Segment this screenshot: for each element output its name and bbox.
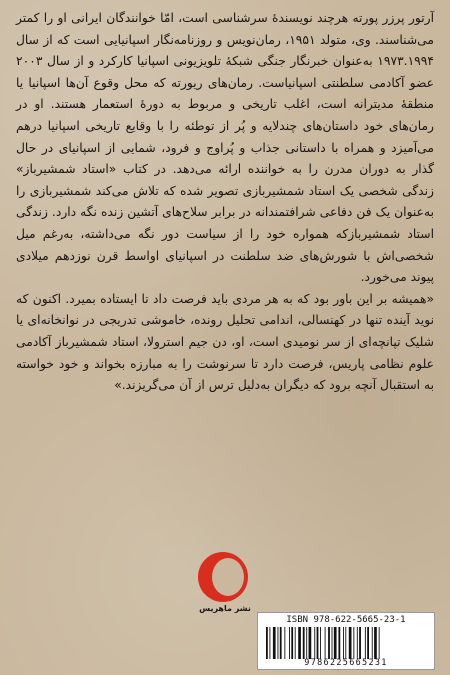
barcode-digits: 9786225665231 <box>304 658 388 668</box>
isbn-barcode <box>257 612 435 670</box>
isbn-label: ISBN 978-622-5665-23-1 <box>286 615 406 625</box>
publisher-name: نشر ماهریس <box>199 604 251 613</box>
crescent-logo-icon <box>198 552 248 602</box>
blurb-text <box>16 8 434 397</box>
author-description-paragraph: آرتور پرزر پورته هرچند نویسندهٔ سرشناسی است، امّا خوانندگان ایرانی او را کمتر می‌شناسند. وی، متولد ۱۹۵۱، رمان‌نویس و روزنامه‌نگار اسپانیایی است که از سال ۱۹۷۳.۱۹۹۴ به‌عنوان خبرنگار جنگی شبکهٔ تلویزیونی اسپانیا کارکرد و از سال ۲۰۰۳ عضو آکادمی سلطنتی اسپانیاست. رمان‌های ریورته که محل وقوع آن‌ها اسپانیا یا منطقهٔ مدیترانه است، اغلب تاریخی و مربوط به دورهٔ استعمار هستند. او در رمان‌های خود داستان‌های چندلایه و پُر از توطئه را با وقایع تاریخی اسپانیا درهم می‌آمیزد و همراه با داستانی جذاب و پُراوج و فرود، شمایی از اسپانیای در حال گذار به دوران مدرن را به خواننده ارائه می‌دهد. در کتاب «استاد شمشیرباز» زندگی شخصی یک استاد شمشیربازی تصویر شده که تلاش می‌کند شمشیربازی را به‌عنوان یک فن دفاعی شرافتمندانه در برابر سلاح‌های آتشین زنده نگه دارد. زندگی استاد شمشیربازکه همواره خود را از سیاست دور نگه می‌داشته، به‌رغم میل شخصی‌اش با شورش‌های ضد سلطنت در اسپانیای اواسط قرن نوزدهم میلادی پیوند می‌خورد. <box>16 11 434 285</box>
publisher-logo <box>194 552 256 614</box>
barcode-bars-icon <box>266 627 428 659</box>
quote-paragraph: «همیشه بر این باور بود که به هر مردی باید فرصت داد تا ایستاده بمیرد. اکنون که نوید آینده تنها در کهنسالی، اندامی تحلیل رونده، خاموشی تدریجی در نوانخانه‌ای یا شلیک تپانچه‌ای از سر نومیدی است، او، دن جیم استرولا، استاد شمشیرباز آکادمی علوم نظامی پاریس، فرصت دارد تا سرنوشت را به مبارزه بخواند و خود خواسته به استقبال آنچه برود که دیگران به‌دلیل ترس از آن می‌گریزند.» <box>16 291 434 393</box>
